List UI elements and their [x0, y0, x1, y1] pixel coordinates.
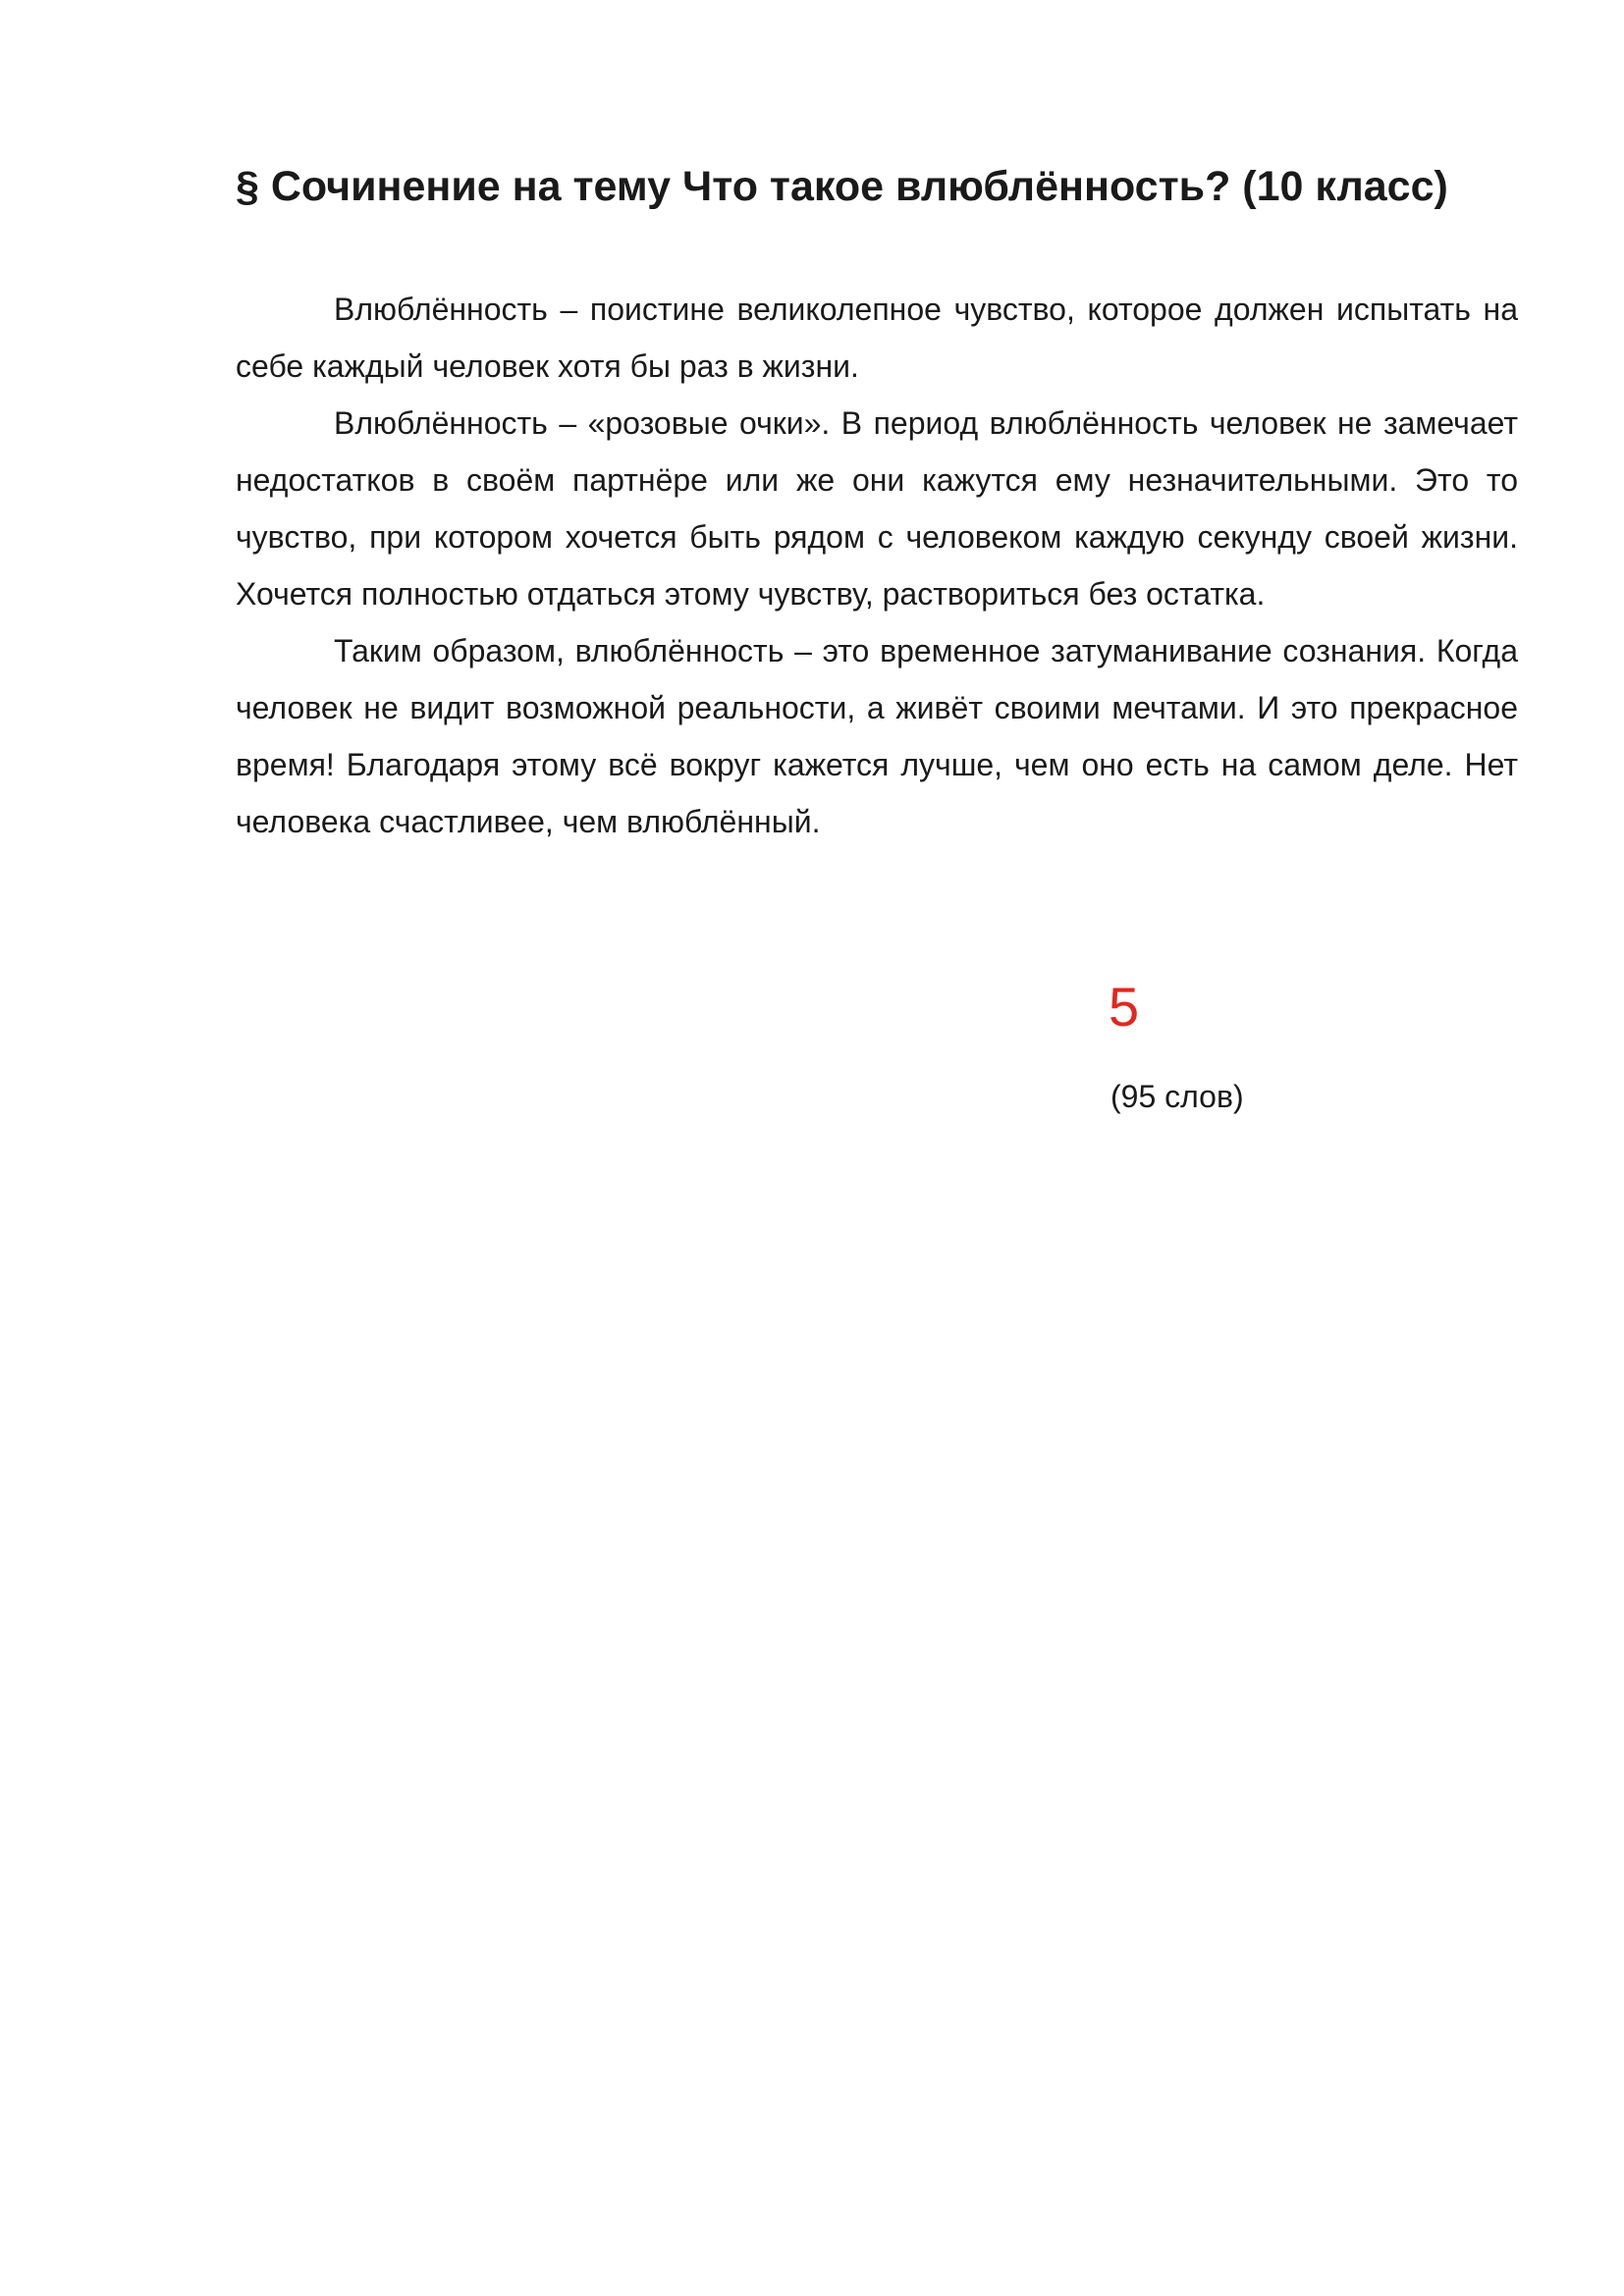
word-count: (95 слов): [1110, 1079, 1244, 1114]
essay-body: [236, 281, 1518, 850]
essay-paragraph-1: Влюблённость – поистине великолепное чувство, которое должен испытать на себе каждый человек хотя бы раз в жизни.: [236, 292, 1518, 384]
essay-paragraph-2: Влюблённость – «розовые очки». В период влюблённость человек не замечает недостатков в своём партнёре или же они кажутся ему незначительными. Это то чувство, при котором хочется быть рядом с человеком каждую секунду своей жизни. Хочется полностью отдаться этому чувству, раствориться без остатка.: [236, 405, 1518, 612]
page-title: § Сочинение на тему Что такое влюблённость? (10 класс): [236, 163, 1448, 210]
essay-paragraph-3: Таким образом, влюблённость – это временное затуманивание сознания. Когда человек не видит возможной реальности, а живёт своими мечтами. И это прекрасное время! Благодаря этому всё вокруг кажется лучше, чем оно есть на самом деле. Нет человека счастливее, чем влюблённый.: [236, 633, 1518, 839]
grade-mark: 5: [1109, 976, 1140, 1038]
